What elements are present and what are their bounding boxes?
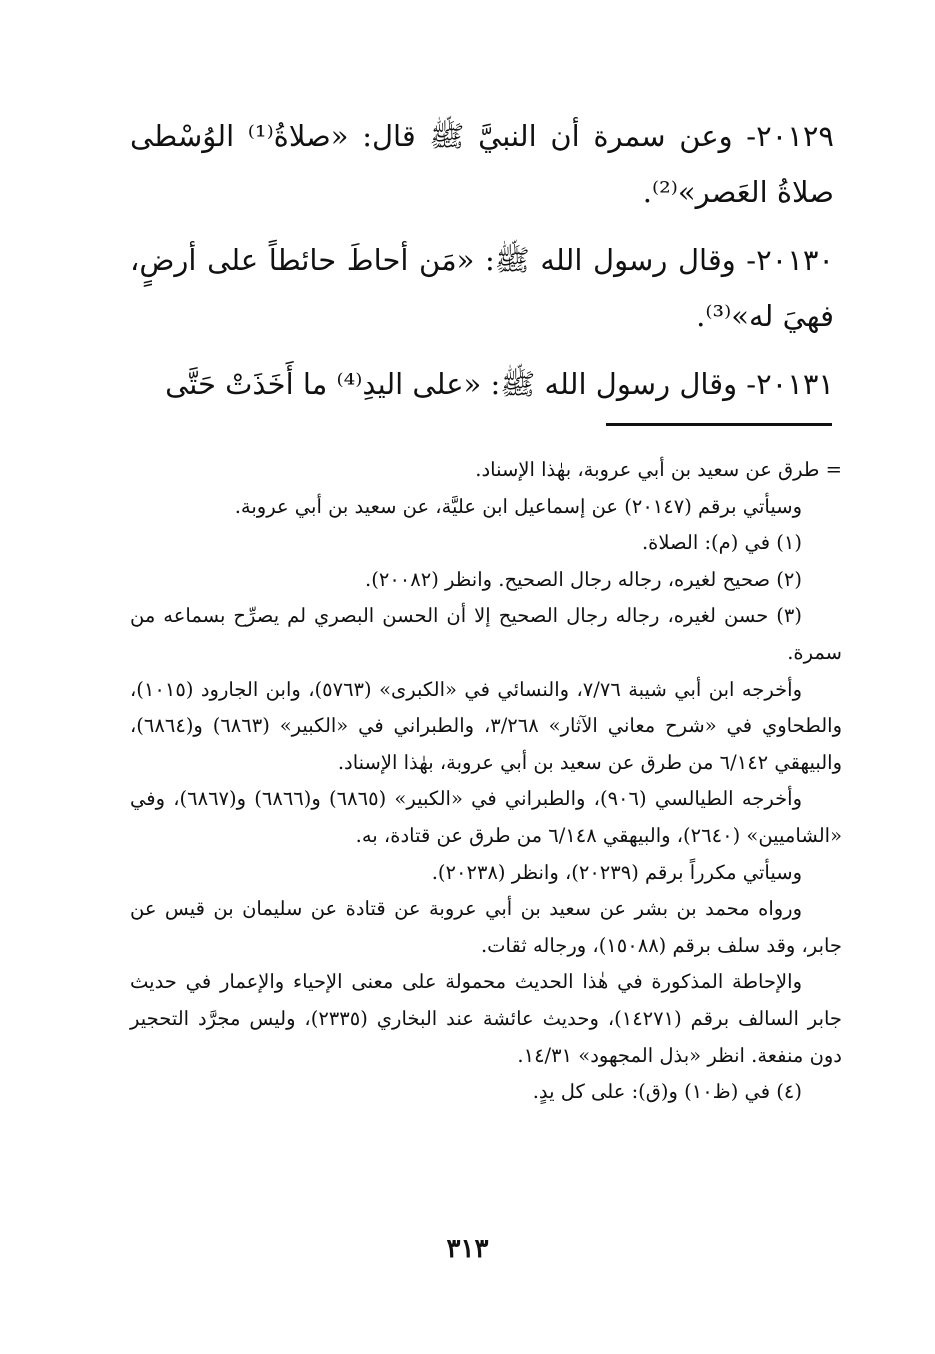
footnote-line: والإحاطة المذكورة في هٰذا الحديث محمولة على معنى الإحياء والإعمار في حديث جابر السالف برقم (١٤٢٧١)، وحديث عائشة عند البخاري (٢٣٣٥)، وليس مجرَّد التحجير دون منفعة. انظر «بذل المجهود» ١٤/٣١.: [130, 970, 842, 1067]
footnote-continuation: = طرق عن سعيد بن أبي عروبة، بهٰذا الإسناد.: [475, 458, 842, 481]
footnote-separator: [606, 423, 832, 426]
footnote-line: وأخرجه ابن أبي شيبة ٧/٧٦، والنسائي في «الكبرى» (٥٧٦٣)، وابن الجارود (١٠١٥)، والطحاوي في «شرح معاني الآثار» ٣/٢٦٨، والطبراني في «الكبير» (٦٨٦٣) و(٦٨٦٤)، والبيهقي ٦/١٤٢ من طرق عن سعيد بن أبي عروبة، بهٰذا الإسناد.: [130, 677, 842, 774]
main-text: [130, 108, 834, 424]
footnote-4: (٤) في (ظ١٠) و(ق): على كل يدٍ.: [532, 1080, 802, 1104]
footnotes: [130, 452, 842, 1111]
hadith-20131: ٢٠١٣١- وقال رسول الله ﷺ: «على اليدِ⁽⁴⁾ ما أَخَذَتْ حَتَّى: [165, 367, 834, 401]
footnote-line: وسيأتي برقم (٢٠١٤٧) عن إسماعيل ابن عليَّة، عن سعيد بن أبي عروبة.: [234, 494, 802, 518]
hadith-20130: ٢٠١٣٠- وقال رسول الله ﷺ: «مَن أحاطَ حائطاً على أرضٍ، فهيَ له»⁽³⁾.: [130, 243, 834, 333]
footnote-line: وسيأتي مكرراً برقم (٢٠٢٣٩)، وانظر (٢٠٢٣٨).: [431, 860, 802, 884]
footnote-2: (٢) صحيح لغيره، رجاله رجال الصحيح. وانظر (٢٠٠٨٢).: [365, 567, 802, 591]
footnote-line: ورواه محمد بن بشر عن سعيد بن أبي عروبة عن قتادة عن سليمان بن قيس عن جابر، وقد سلف برقم (١٥٠٨٨)، ورجاله ثقات.: [130, 897, 842, 957]
footnote-3: (٣) حسن لغيره، رجاله رجال الصحيح إلا أن الحسن البصري لم يصرِّح بسماعه من سمرة.: [130, 604, 842, 664]
footnote-1: (١) في (م): الصلاة.: [641, 531, 802, 555]
hadith-20129: ٢٠١٢٩- وعن سمرة أن النبيَّ ﷺ قال: «صلاةُ⁽¹⁾ الوُسْطى صلاةُ العَصر»⁽²⁾.: [130, 119, 834, 209]
page-number: ٣١٣: [446, 1234, 489, 1264]
footnote-line: وأخرجه الطيالسي (٩٠٦)، والطبراني في «الكبير» (٦٨٦٥) و(٦٨٦٦) و(٦٨٦٧)، وفي «الشاميين» (٢٦٤٠)، والبيهقي ٦/١٤٨ من طرق عن قتادة، به.: [130, 787, 842, 847]
